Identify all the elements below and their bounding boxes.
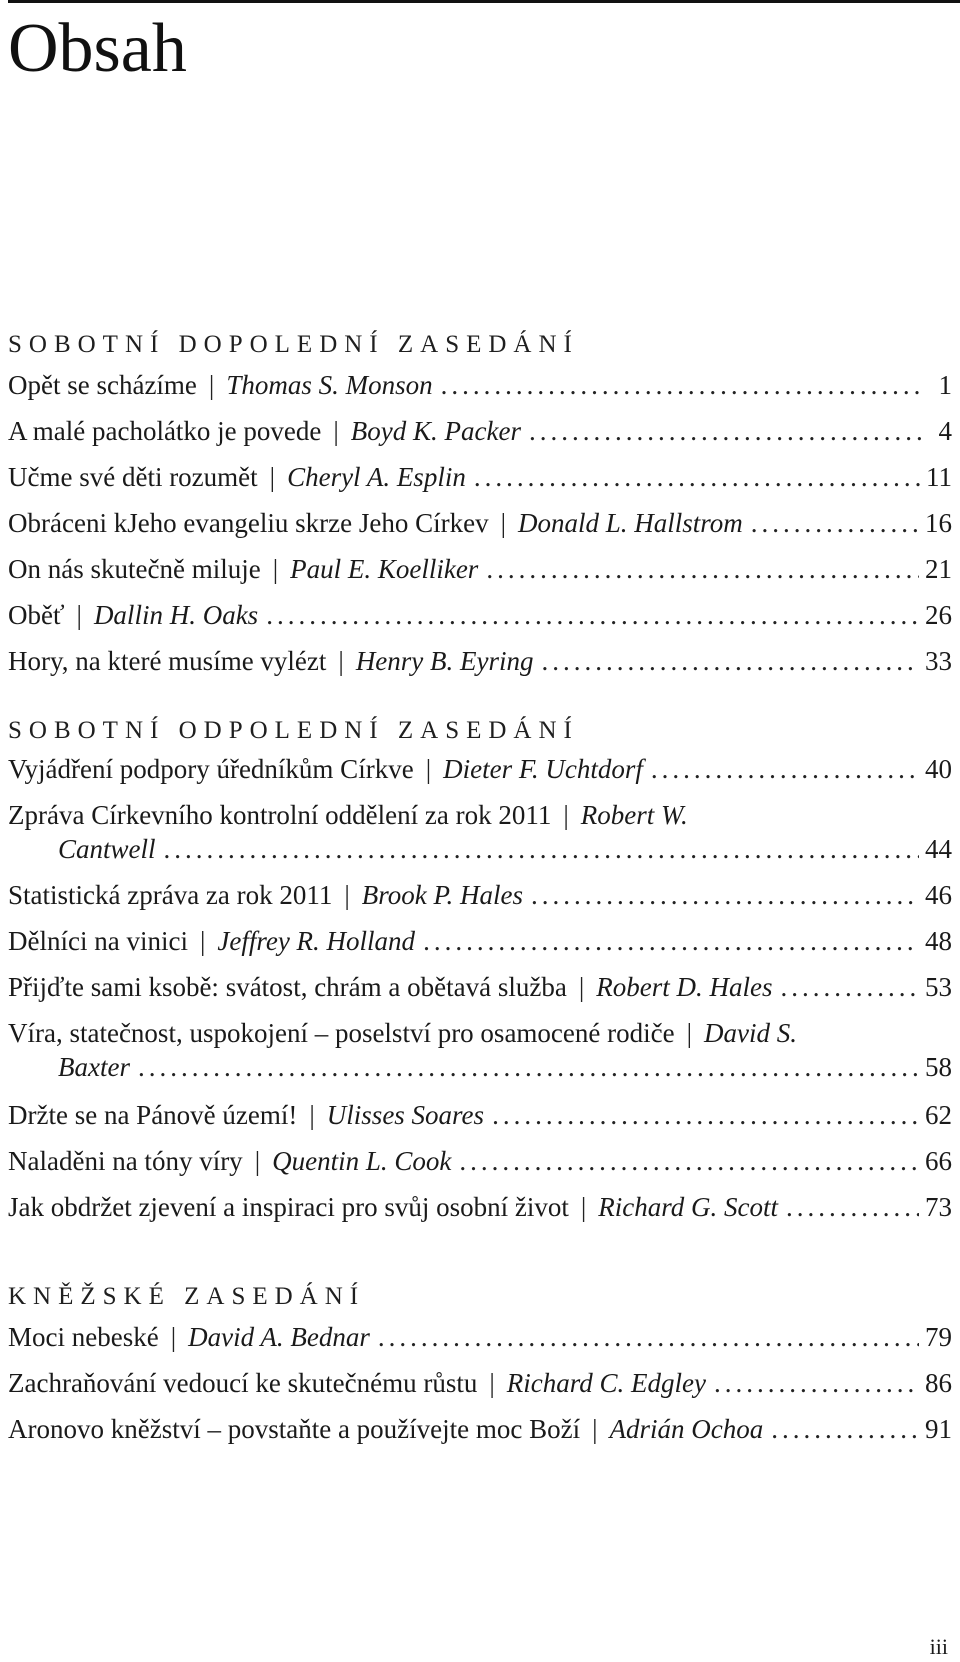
entry-page-number: 21 xyxy=(925,554,952,584)
toc-entry[interactable] xyxy=(8,1016,952,1084)
entry-title: Držte se na Pánově území! xyxy=(8,1100,298,1130)
entry-title: A malé pacholátko je povede xyxy=(8,416,322,446)
entry-title: Učme své děti rozumět xyxy=(8,462,258,492)
entry-author: Henry B. Eyring xyxy=(355,646,534,676)
toc-entry[interactable] xyxy=(8,552,952,586)
section-heading: KNĚŽSKÉ ZASEDÁNÍ xyxy=(8,1283,366,1310)
entry-author: Quentin L. Cook xyxy=(272,1146,452,1176)
entry-page-number: 33 xyxy=(925,646,952,676)
entry-author: Ulisses Soares xyxy=(326,1100,485,1130)
entry-page-number: 26 xyxy=(925,600,952,630)
entry-title: Přijďte sami ksobě: svátost, chrám a obětavá služba xyxy=(8,972,567,1002)
entry-author: Boyd K. Packer xyxy=(350,416,521,446)
entry-title: Víra, statečnost, uspokojení – poselství pro osamocené rodiče xyxy=(8,1018,675,1048)
entry-title: Zpráva Církevního kontrolní oddělení za rok 2011 xyxy=(8,800,552,830)
toc-entry[interactable] xyxy=(8,878,952,912)
toc-entry[interactable] xyxy=(8,644,952,678)
entry-author: David A. Bednar xyxy=(188,1322,370,1352)
section-heading: SOBOTNÍ DOPOLEDNÍ ZASEDÁNÍ xyxy=(8,331,579,358)
dot-leader xyxy=(138,1050,919,1084)
page-number: iii xyxy=(929,1634,948,1659)
entry-author: Dallin H. Oaks xyxy=(93,600,259,630)
separator-bar: | xyxy=(338,646,344,676)
entry-page-number: 4 xyxy=(938,416,952,446)
entry-page-number: 11 xyxy=(926,462,952,492)
top-rule xyxy=(8,0,960,3)
separator-bar: | xyxy=(76,600,82,630)
dot-leader xyxy=(492,1098,919,1132)
entry-page-number: 62 xyxy=(925,1100,952,1130)
entry-title: Zachraňování vedoucí ke skutečnému růstu xyxy=(8,1368,478,1398)
separator-bar: | xyxy=(272,554,279,584)
entry-page-number: 79 xyxy=(925,1322,952,1352)
entry-author: Jeffrey R. Holland xyxy=(217,926,416,956)
entry-title: Statistická zpráva za rok 2011 xyxy=(8,880,333,910)
entry-author: Richard C. Edgley xyxy=(506,1368,706,1398)
dot-leader xyxy=(441,368,924,402)
separator-bar: | xyxy=(208,370,215,400)
separator-bar: | xyxy=(309,1100,315,1130)
toc-entry[interactable] xyxy=(8,460,952,494)
entry-page-number: 53 xyxy=(925,972,952,1002)
entry-title: Oběť xyxy=(8,600,65,630)
entry-page-number: 44 xyxy=(925,834,952,864)
separator-bar: | xyxy=(333,416,339,446)
separator-bar: | xyxy=(269,462,276,492)
toc-entry[interactable] xyxy=(8,752,952,786)
entry-author: Donald L. Hallstrom xyxy=(518,508,743,538)
dot-leader xyxy=(786,1190,919,1224)
page-title: Obsah xyxy=(8,10,187,87)
separator-bar: | xyxy=(686,1018,692,1048)
dot-leader xyxy=(378,1320,919,1354)
entry-title: Moci nebeské xyxy=(8,1322,159,1352)
toc-entry[interactable] xyxy=(8,1190,952,1224)
separator-bar: | xyxy=(578,972,585,1002)
separator-bar: | xyxy=(489,1368,495,1398)
toc-entry[interactable] xyxy=(8,970,952,1004)
separator-bar: | xyxy=(563,800,569,830)
separator-bar: | xyxy=(199,926,206,956)
entry-author: Dieter F. Uchtdorf xyxy=(443,754,643,784)
entry-page-number: 73 xyxy=(925,1192,952,1222)
entry-title: Hory, na které musíme vylézt xyxy=(8,646,327,676)
entry-title: Dělníci na vinici xyxy=(8,926,188,956)
entry-author-continued: Cantwell xyxy=(58,834,156,864)
dot-leader xyxy=(164,832,919,866)
entry-page-number: 86 xyxy=(925,1368,952,1398)
toc-entry[interactable] xyxy=(8,1412,952,1446)
entry-title: Aronovo kněžství – povstaňte a používejte moc Boží xyxy=(8,1414,581,1444)
toc-entry[interactable] xyxy=(8,1144,952,1178)
entry-page-number: 66 xyxy=(925,1146,952,1176)
entry-title: Opět se scházíme xyxy=(8,370,197,400)
entry-page-number: 16 xyxy=(925,508,952,538)
dot-leader xyxy=(486,552,919,586)
separator-bar: | xyxy=(170,1322,177,1352)
entry-page-number: 40 xyxy=(925,754,952,784)
toc-entry[interactable] xyxy=(8,506,952,540)
dot-leader xyxy=(751,506,919,540)
toc-entry[interactable] xyxy=(8,924,952,958)
entry-author: David S. xyxy=(704,1018,797,1048)
dot-leader xyxy=(423,924,919,958)
toc-entry[interactable] xyxy=(8,414,952,448)
dot-leader xyxy=(531,878,919,912)
entry-title: Naladěni na tóny víry xyxy=(8,1146,243,1176)
toc-entry[interactable] xyxy=(8,798,952,866)
entry-author: Richard G. Scott xyxy=(598,1192,778,1222)
dot-leader xyxy=(780,970,919,1004)
entry-author: Thomas S. Monson xyxy=(226,370,433,400)
toc-entry[interactable] xyxy=(8,1320,952,1354)
dot-leader xyxy=(771,1412,919,1446)
separator-bar: | xyxy=(500,508,506,538)
entry-page-number: 91 xyxy=(925,1414,952,1444)
separator-bar: | xyxy=(580,1192,587,1222)
separator-bar: | xyxy=(254,1146,261,1176)
entry-page-number: 48 xyxy=(925,926,952,956)
dot-leader xyxy=(542,644,919,678)
entry-page-number: 1 xyxy=(938,370,952,400)
toc-entry[interactable] xyxy=(8,1366,952,1400)
entry-title: Vyjádření podpory úředníkům Církve xyxy=(8,754,414,784)
entry-title: On nás skutečně miluje xyxy=(8,554,261,584)
entry-author: Adrián Ochoa xyxy=(609,1414,764,1444)
entry-author-continued: Baxter xyxy=(58,1052,130,1082)
entry-author: Paul E. Koelliker xyxy=(290,554,479,584)
dot-leader xyxy=(651,752,919,786)
entry-author: Robert D. Hales xyxy=(596,972,773,1002)
entry-page-number: 46 xyxy=(925,880,952,910)
entry-title: Obráceni kJeho evangeliu skrze Jeho Církev xyxy=(8,508,489,538)
entry-author: Robert W. xyxy=(580,800,688,830)
dot-leader xyxy=(529,414,924,448)
section-heading: SOBOTNÍ ODPOLEDNÍ ZASEDÁNÍ xyxy=(8,717,579,744)
separator-bar: | xyxy=(344,880,350,910)
toc-entry[interactable] xyxy=(8,1098,952,1132)
entry-title: Jak obdržet zjevení a inspiraci pro svůj osobní život xyxy=(8,1192,569,1222)
dot-leader xyxy=(714,1366,919,1400)
entry-author: Brook P. Hales xyxy=(361,880,524,910)
separator-bar: | xyxy=(425,754,432,784)
entry-author: Cheryl A. Esplin xyxy=(287,462,466,492)
entry-page-number: 58 xyxy=(925,1052,952,1082)
toc-entry[interactable] xyxy=(8,368,952,402)
dot-leader xyxy=(266,598,919,632)
toc-entry[interactable] xyxy=(8,598,952,632)
dot-leader xyxy=(474,460,920,494)
dot-leader xyxy=(459,1144,919,1178)
separator-bar: | xyxy=(592,1414,598,1444)
